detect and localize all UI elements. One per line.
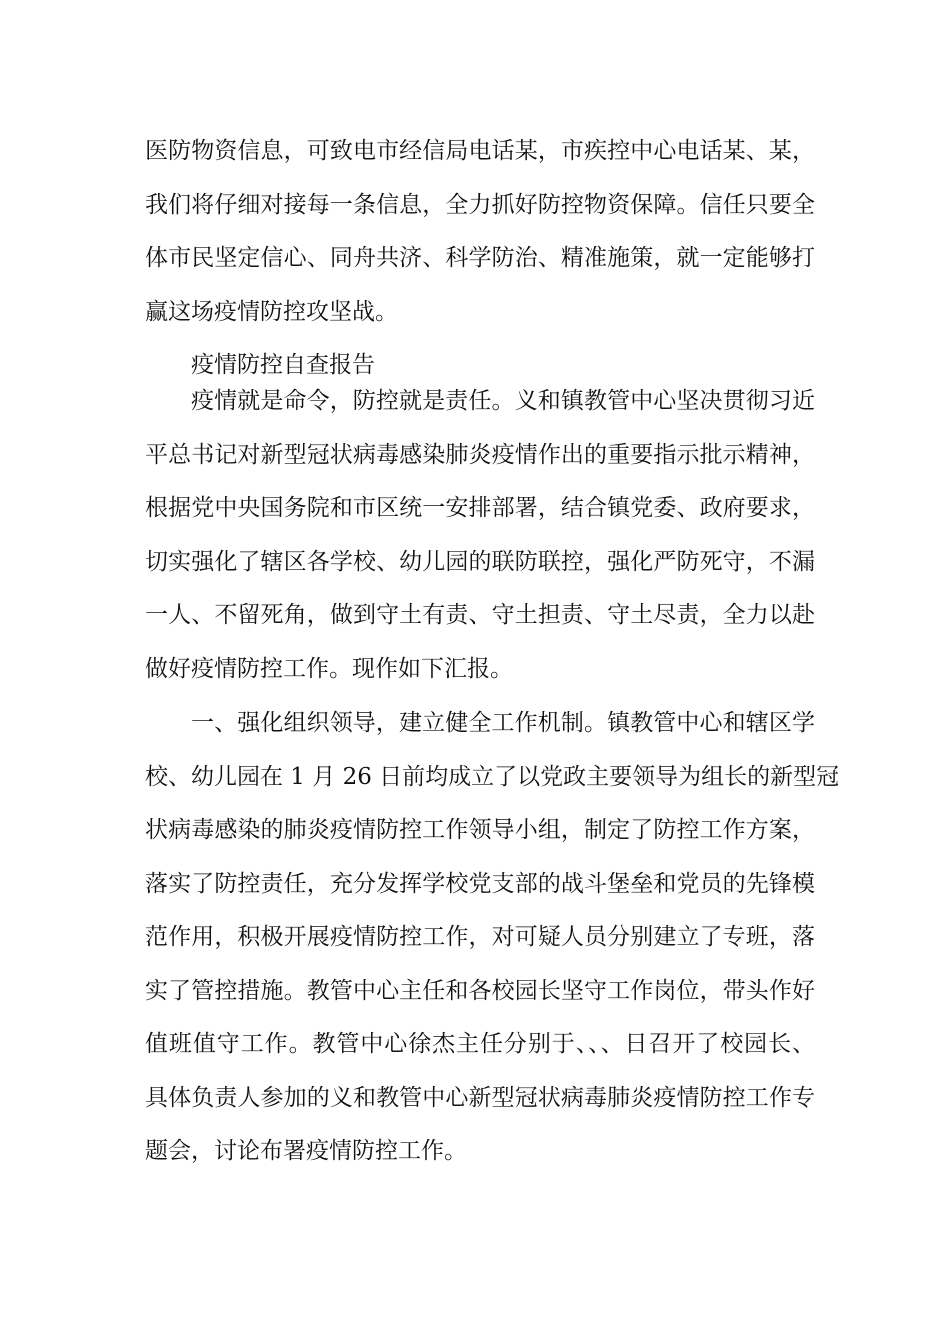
paragraph-line: 医防物资信息，可致电市经信局电话某，市疾控中心电话某、某， (145, 138, 815, 164)
paragraph-line: 一、强化组织领导，建立健全工作机制。镇教管中心和辖区学 (191, 710, 815, 736)
section-title: 疫情防控自查报告 (191, 352, 375, 378)
paragraph-line: 做好疫情防控工作。现作如下汇报。 (145, 655, 513, 682)
paragraph-line: 切实强化了辖区各学校、幼儿园的联防联控，强化严防死守，不漏 (145, 548, 815, 575)
paragraph-line: 一人、不留死角，做到守土有责、守土担责、守土尽责，全力以赴 (145, 602, 815, 628)
paragraph-line: 状病毒感染的肺炎疫情防控工作领导小组，制定了防控工作方案， (145, 817, 815, 843)
paragraph-line: 体市民坚定信心、同舟共济、科学防治、精准施策，就一定能够打 (145, 245, 815, 271)
paragraph-line: 我们将仔细对接每一条信息，全力抓好防控物资保障。信任只要全 (145, 191, 815, 218)
point-one-paragraph (145, 697, 840, 1179)
paragraph-line: 平总书记对新型冠状病毒感染肺炎疫情作出的重要指示批示精神， (145, 441, 815, 468)
paragraph-line: 疫情就是命令，防控就是责任。义和镇教管中心坚决贯彻习近 (191, 388, 815, 414)
paragraph-line: 实了管控措施。教管中心主任和各校园长坚守工作岗位，带头作好 (145, 977, 815, 1004)
intro-paragraph (145, 375, 815, 696)
paragraph-line: 赢这场疫情防控攻坚战。 (145, 298, 398, 325)
paragraph-line: 落实了防控责任，充分发挥学校党支部的战斗堡垒和党员的先锋模 (145, 870, 815, 897)
paragraph-line: 范作用，积极开展疫情防控工作，对可疑人员分别建立了专班，落 (145, 924, 815, 950)
paragraph-line: 根据党中央国务院和市区统一安排部署，结合镇党委、政府要求， (145, 495, 815, 521)
paragraph-line: 题会，讨论布署疫情防控工作。 (145, 1138, 467, 1164)
continuation-paragraph (145, 125, 815, 339)
paragraph-line: 具体负责人参加的义和教管中心新型冠状病毒肺炎疫情防控工作专 (145, 1084, 815, 1111)
paragraph-line: 校、幼儿园在 1 月 26 日前均成立了以党政主要领导为组长的新型冠 (145, 763, 840, 790)
paragraph-line: 值班值守工作。教管中心徐杰主任分别于、、、日召开了校园长、 (145, 1031, 815, 1057)
